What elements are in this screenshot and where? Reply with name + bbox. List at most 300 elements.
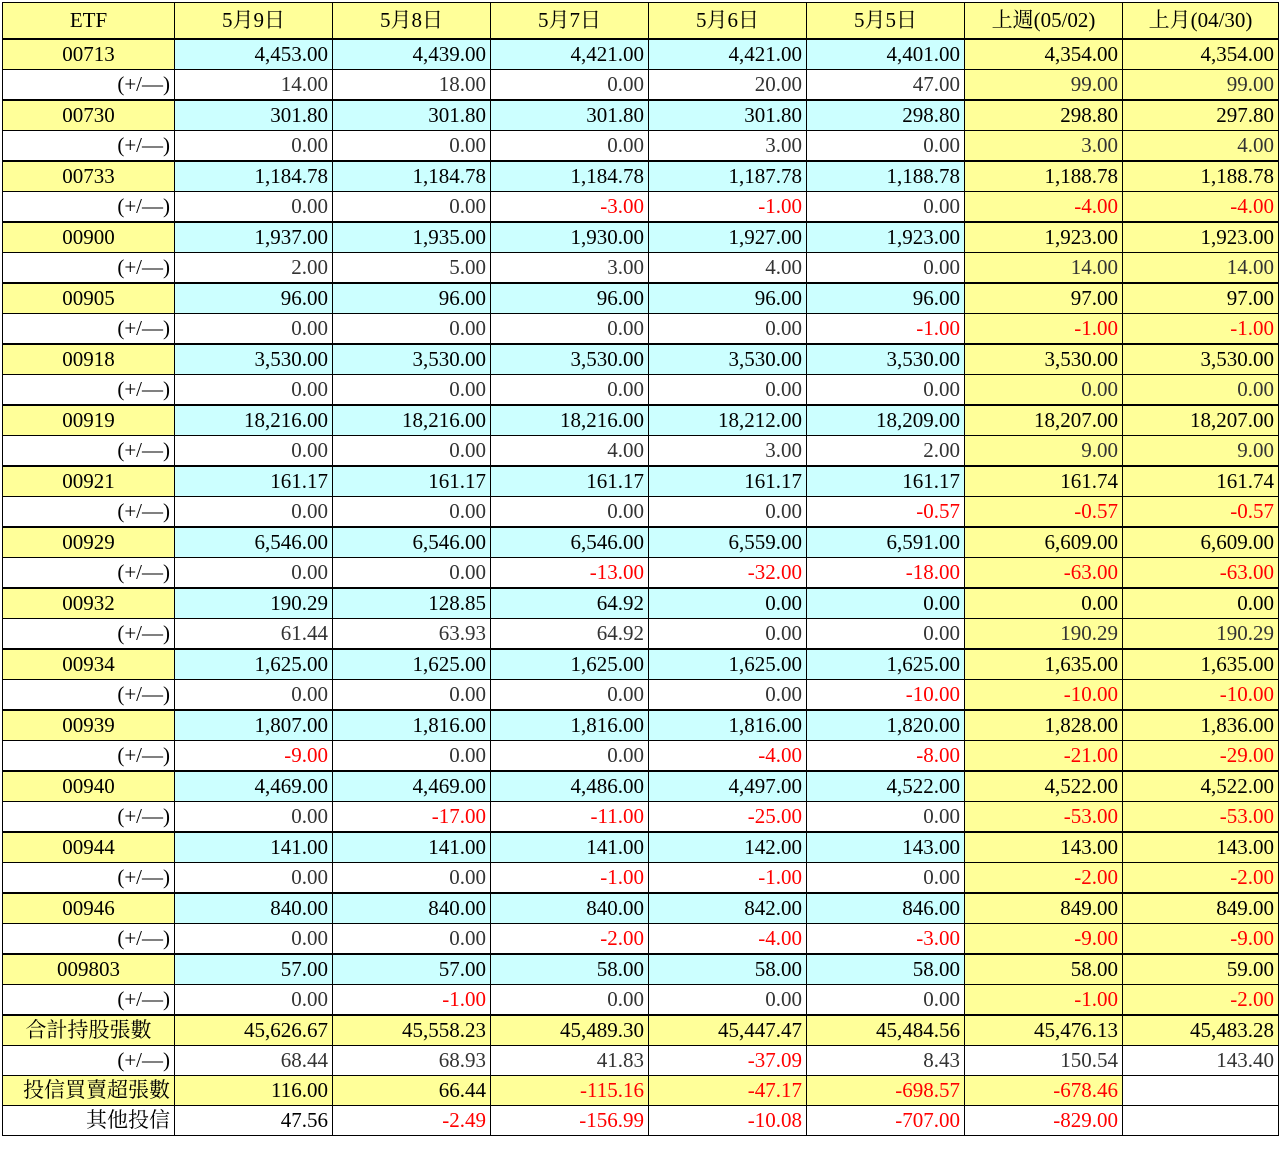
change-cell[interactable]: 0.00 — [649, 497, 807, 528]
value-cell[interactable]: 3,530.00 — [333, 344, 491, 375]
etf-code-cell[interactable]: 00944 — [3, 832, 175, 863]
etf-code-cell[interactable]: 00946 — [3, 893, 175, 924]
etf-code-cell[interactable]: 00921 — [3, 466, 175, 497]
value-cell[interactable]: 141.00 — [175, 832, 333, 863]
total-value-cell[interactable]: 45,489.30 — [491, 1015, 649, 1046]
change-label-cell[interactable]: (+/—) — [3, 253, 175, 284]
value-cell[interactable]: 297.80 — [1123, 100, 1279, 131]
value-cell[interactable]: 1,625.00 — [491, 649, 649, 680]
value-cell[interactable]: 3,530.00 — [807, 344, 965, 375]
value-cell[interactable]: 161.17 — [175, 466, 333, 497]
value-cell[interactable]: 143.00 — [807, 832, 965, 863]
etf-code-cell[interactable]: 00900 — [3, 222, 175, 253]
change-cell[interactable]: -53.00 — [1123, 802, 1279, 833]
change-label-cell[interactable]: (+/—) — [3, 131, 175, 162]
other-value-cell[interactable]: -707.00 — [807, 1106, 965, 1136]
value-cell[interactable]: 96.00 — [175, 283, 333, 314]
trust-value-cell[interactable]: -47.17 — [649, 1076, 807, 1106]
value-cell[interactable]: 3,530.00 — [491, 344, 649, 375]
change-cell[interactable]: 0.00 — [649, 375, 807, 406]
header-cell-last-month[interactable]: 上月(04/30) — [1123, 3, 1279, 40]
header-cell-may7[interactable]: 5月7日 — [491, 3, 649, 40]
header-cell-may5[interactable]: 5月5日 — [807, 3, 965, 40]
value-cell[interactable]: 96.00 — [491, 283, 649, 314]
value-cell[interactable]: 18,207.00 — [965, 405, 1123, 436]
value-cell[interactable]: 0.00 — [807, 588, 965, 619]
value-cell[interactable]: 1,625.00 — [333, 649, 491, 680]
etf-code-cell[interactable]: 00733 — [3, 161, 175, 192]
change-cell[interactable]: -63.00 — [1123, 558, 1279, 589]
change-cell[interactable]: 0.00 — [333, 680, 491, 711]
change-cell[interactable]: 20.00 — [649, 70, 807, 101]
change-cell[interactable]: -10.00 — [807, 680, 965, 711]
value-cell[interactable]: 1,635.00 — [1123, 649, 1279, 680]
value-cell[interactable]: 1,930.00 — [491, 222, 649, 253]
value-cell[interactable]: 96.00 — [807, 283, 965, 314]
change-cell[interactable]: 9.00 — [965, 436, 1123, 467]
change-cell[interactable]: 0.00 — [333, 497, 491, 528]
change-cell[interactable]: 0.00 — [333, 436, 491, 467]
change-cell[interactable]: -1.00 — [807, 314, 965, 345]
change-cell[interactable]: -4.00 — [965, 192, 1123, 223]
change-cell[interactable]: 0.00 — [807, 863, 965, 894]
value-cell[interactable]: 840.00 — [333, 893, 491, 924]
change-cell[interactable]: 0.00 — [649, 314, 807, 345]
value-cell[interactable]: 301.80 — [649, 100, 807, 131]
change-label-cell[interactable]: (+/—) — [3, 680, 175, 711]
etf-code-cell[interactable]: 00905 — [3, 283, 175, 314]
change-cell[interactable]: -1.00 — [491, 863, 649, 894]
value-cell[interactable]: 298.80 — [965, 100, 1123, 131]
value-cell[interactable]: 4,421.00 — [491, 39, 649, 70]
change-cell[interactable]: 14.00 — [965, 253, 1123, 284]
value-cell[interactable]: 58.00 — [965, 954, 1123, 985]
change-cell[interactable]: -0.57 — [807, 497, 965, 528]
change-label-cell[interactable]: (+/—) — [3, 497, 175, 528]
header-cell-may9[interactable]: 5月9日 — [175, 3, 333, 40]
value-cell[interactable]: 301.80 — [333, 100, 491, 131]
change-cell[interactable]: 2.00 — [175, 253, 333, 284]
change-cell[interactable]: -29.00 — [1123, 741, 1279, 772]
change-cell[interactable]: -53.00 — [965, 802, 1123, 833]
value-cell[interactable]: 161.74 — [965, 466, 1123, 497]
value-cell[interactable]: 161.17 — [649, 466, 807, 497]
table-row — [3, 466, 1279, 497]
value-cell[interactable]: 4,421.00 — [649, 39, 807, 70]
value-cell[interactable]: 3,530.00 — [175, 344, 333, 375]
change-label-cell[interactable]: (+/—) — [3, 924, 175, 955]
change-cell[interactable]: 0.00 — [175, 192, 333, 223]
value-cell[interactable]: 1,816.00 — [333, 710, 491, 741]
change-cell[interactable]: 190.29 — [965, 619, 1123, 650]
change-label-cell[interactable]: (+/—) — [3, 314, 175, 345]
change-cell[interactable]: 99.00 — [965, 70, 1123, 101]
change-cell[interactable]: 0.00 — [807, 253, 965, 284]
etf-code-cell[interactable]: 009803 — [3, 954, 175, 985]
value-cell[interactable]: 143.00 — [1123, 832, 1279, 863]
change-cell[interactable]: -21.00 — [965, 741, 1123, 772]
value-cell[interactable]: 6,609.00 — [965, 527, 1123, 558]
change-cell[interactable]: 0.00 — [807, 192, 965, 223]
change-cell[interactable]: 0.00 — [1123, 375, 1279, 406]
change-cell[interactable]: 0.00 — [807, 619, 965, 650]
change-cell[interactable]: 0.00 — [649, 985, 807, 1016]
value-cell[interactable]: 96.00 — [649, 283, 807, 314]
total-change-cell[interactable]: -37.09 — [649, 1046, 807, 1076]
value-cell[interactable]: 1,816.00 — [491, 710, 649, 741]
change-cell[interactable]: -11.00 — [491, 802, 649, 833]
etf-code-cell[interactable]: 00730 — [3, 100, 175, 131]
value-cell[interactable]: 143.00 — [965, 832, 1123, 863]
total-change-cell[interactable]: 8.43 — [807, 1046, 965, 1076]
change-cell[interactable]: 0.00 — [333, 375, 491, 406]
change-cell[interactable]: -1.00 — [333, 985, 491, 1016]
total-value-cell[interactable]: 45,626.67 — [175, 1015, 333, 1046]
value-cell[interactable]: 1,188.78 — [807, 161, 965, 192]
total-change-cell[interactable]: 143.40 — [1123, 1046, 1279, 1076]
change-cell[interactable]: 0.00 — [175, 436, 333, 467]
change-cell[interactable]: 64.92 — [491, 619, 649, 650]
total-value-cell[interactable]: 45,484.56 — [807, 1015, 965, 1046]
change-cell[interactable]: -1.00 — [649, 863, 807, 894]
trust-value-cell[interactable] — [1123, 1076, 1279, 1106]
etf-code-cell[interactable]: 00929 — [3, 527, 175, 558]
value-cell[interactable]: 840.00 — [491, 893, 649, 924]
trust-label-cell[interactable]: 投信買賣超張數 — [3, 1076, 175, 1106]
value-cell[interactable]: 18,216.00 — [333, 405, 491, 436]
value-cell[interactable]: 849.00 — [1123, 893, 1279, 924]
total-value-cell[interactable]: 45,558.23 — [333, 1015, 491, 1046]
change-cell[interactable]: 190.29 — [1123, 619, 1279, 650]
value-cell[interactable]: 1,937.00 — [175, 222, 333, 253]
table-row — [3, 1106, 1279, 1136]
change-cell[interactable]: 0.00 — [175, 924, 333, 955]
change-cell[interactable]: 0.00 — [175, 558, 333, 589]
value-cell[interactable]: 18,212.00 — [649, 405, 807, 436]
header-cell-last-week[interactable]: 上週(05/02) — [965, 3, 1123, 40]
change-cell[interactable]: -4.00 — [649, 924, 807, 955]
change-cell[interactable]: 0.00 — [491, 985, 649, 1016]
change-cell[interactable]: 0.00 — [965, 375, 1123, 406]
value-cell[interactable]: 59.00 — [1123, 954, 1279, 985]
change-cell[interactable]: 9.00 — [1123, 436, 1279, 467]
value-cell[interactable]: 846.00 — [807, 893, 965, 924]
change-cell[interactable]: -9.00 — [175, 741, 333, 772]
change-cell[interactable]: 0.00 — [333, 192, 491, 223]
change-cell[interactable]: -1.00 — [965, 985, 1123, 1016]
change-cell[interactable]: -1.00 — [1123, 314, 1279, 345]
value-cell[interactable]: 4,354.00 — [965, 39, 1123, 70]
value-cell[interactable]: 4,439.00 — [333, 39, 491, 70]
value-cell[interactable]: 1,923.00 — [965, 222, 1123, 253]
change-cell[interactable]: 0.00 — [175, 375, 333, 406]
value-cell[interactable]: 4,522.00 — [965, 771, 1123, 802]
change-cell[interactable]: 0.00 — [333, 741, 491, 772]
value-cell[interactable]: 4,401.00 — [807, 39, 965, 70]
value-cell[interactable]: 1,828.00 — [965, 710, 1123, 741]
value-cell[interactable]: 6,546.00 — [333, 527, 491, 558]
total-value-cell[interactable]: 45,483.28 — [1123, 1015, 1279, 1046]
change-label-cell[interactable]: (+/—) — [3, 619, 175, 650]
etf-code-cell[interactable]: 00939 — [3, 710, 175, 741]
value-cell[interactable]: 4,453.00 — [175, 39, 333, 70]
other-value-cell[interactable] — [1123, 1106, 1279, 1136]
other-value-cell[interactable]: -829.00 — [965, 1106, 1123, 1136]
value-cell[interactable]: 18,209.00 — [807, 405, 965, 436]
change-label-cell[interactable]: (+/—) — [3, 436, 175, 467]
change-cell[interactable]: 0.00 — [649, 619, 807, 650]
value-cell[interactable]: 96.00 — [333, 283, 491, 314]
value-cell[interactable]: 4,486.00 — [491, 771, 649, 802]
value-cell[interactable]: 18,216.00 — [175, 405, 333, 436]
value-cell[interactable]: 1,625.00 — [175, 649, 333, 680]
value-cell[interactable]: 301.80 — [175, 100, 333, 131]
table-row — [3, 436, 1279, 467]
change-cell[interactable]: 0.00 — [175, 314, 333, 345]
value-cell[interactable]: 1,625.00 — [649, 649, 807, 680]
value-cell[interactable]: 161.17 — [491, 466, 649, 497]
value-cell[interactable]: 1,188.78 — [965, 161, 1123, 192]
value-cell[interactable]: 1,816.00 — [649, 710, 807, 741]
change-cell[interactable]: 3.00 — [649, 131, 807, 162]
etf-code-cell[interactable]: 00940 — [3, 771, 175, 802]
value-cell[interactable]: 3,530.00 — [649, 344, 807, 375]
change-cell[interactable]: -0.57 — [965, 497, 1123, 528]
change-label-cell[interactable]: (+/—) — [3, 863, 175, 894]
change-label-cell[interactable]: (+/—) — [3, 985, 175, 1016]
change-cell[interactable]: 0.00 — [333, 131, 491, 162]
change-cell[interactable]: 0.00 — [491, 314, 649, 345]
table-row — [3, 954, 1279, 985]
change-cell[interactable]: 5.00 — [333, 253, 491, 284]
value-cell[interactable]: 161.17 — [333, 466, 491, 497]
value-cell[interactable]: 1,184.78 — [333, 161, 491, 192]
change-cell[interactable]: -13.00 — [491, 558, 649, 589]
change-cell[interactable]: 0.00 — [491, 375, 649, 406]
value-cell[interactable]: 57.00 — [333, 954, 491, 985]
change-cell[interactable]: -0.57 — [1123, 497, 1279, 528]
header-cell-may8[interactable]: 5月8日 — [333, 3, 491, 40]
change-cell[interactable]: 3.00 — [965, 131, 1123, 162]
change-cell[interactable]: -4.00 — [649, 741, 807, 772]
value-cell[interactable]: 4,497.00 — [649, 771, 807, 802]
other-value-cell[interactable]: -10.08 — [649, 1106, 807, 1136]
change-cell[interactable]: -4.00 — [1123, 192, 1279, 223]
value-cell[interactable]: 1,184.78 — [175, 161, 333, 192]
value-cell[interactable]: 141.00 — [333, 832, 491, 863]
value-cell[interactable]: 6,546.00 — [491, 527, 649, 558]
change-cell[interactable]: 18.00 — [333, 70, 491, 101]
value-cell[interactable]: 1,923.00 — [1123, 222, 1279, 253]
value-cell[interactable]: 3,530.00 — [965, 344, 1123, 375]
change-cell[interactable]: -3.00 — [807, 924, 965, 955]
value-cell[interactable]: 1,935.00 — [333, 222, 491, 253]
value-cell[interactable]: 1,836.00 — [1123, 710, 1279, 741]
change-cell[interactable]: -10.00 — [965, 680, 1123, 711]
value-cell[interactable]: 58.00 — [807, 954, 965, 985]
value-cell[interactable]: 4,354.00 — [1123, 39, 1279, 70]
value-cell[interactable]: 142.00 — [649, 832, 807, 863]
value-cell[interactable]: 6,591.00 — [807, 527, 965, 558]
change-label-cell[interactable]: (+/—) — [3, 1046, 175, 1076]
change-cell[interactable]: 0.00 — [807, 375, 965, 406]
change-cell[interactable]: 0.00 — [175, 863, 333, 894]
etf-code-cell[interactable]: 00932 — [3, 588, 175, 619]
total-change-cell[interactable]: 41.83 — [491, 1046, 649, 1076]
value-cell[interactable]: 6,546.00 — [175, 527, 333, 558]
value-cell[interactable]: 18,216.00 — [491, 405, 649, 436]
total-change-cell[interactable]: 150.54 — [965, 1046, 1123, 1076]
etf-code-cell[interactable]: 00713 — [3, 39, 175, 70]
change-cell[interactable]: 0.00 — [333, 924, 491, 955]
change-label-cell[interactable]: (+/—) — [3, 70, 175, 101]
value-cell[interactable]: 141.00 — [491, 832, 649, 863]
change-cell[interactable]: 4.00 — [649, 253, 807, 284]
value-cell[interactable]: 58.00 — [491, 954, 649, 985]
value-cell[interactable]: 128.85 — [333, 588, 491, 619]
total-change-cell[interactable]: 68.93 — [333, 1046, 491, 1076]
change-cell[interactable]: 2.00 — [807, 436, 965, 467]
change-cell[interactable]: 4.00 — [491, 436, 649, 467]
total-value-cell[interactable]: 45,447.47 — [649, 1015, 807, 1046]
change-cell[interactable]: 0.00 — [807, 985, 965, 1016]
value-cell[interactable]: 1,635.00 — [965, 649, 1123, 680]
value-cell[interactable]: 0.00 — [965, 588, 1123, 619]
change-cell[interactable]: 0.00 — [175, 680, 333, 711]
value-cell[interactable]: 1,188.78 — [1123, 161, 1279, 192]
change-cell[interactable]: 0.00 — [807, 131, 965, 162]
change-cell[interactable]: -32.00 — [649, 558, 807, 589]
change-cell[interactable]: 0.00 — [491, 741, 649, 772]
change-cell[interactable]: 0.00 — [333, 558, 491, 589]
value-cell[interactable]: 64.92 — [491, 588, 649, 619]
trust-value-cell[interactable]: 116.00 — [175, 1076, 333, 1106]
value-cell[interactable]: 4,469.00 — [333, 771, 491, 802]
trust-value-cell[interactable]: -115.16 — [491, 1076, 649, 1106]
change-cell[interactable]: 0.00 — [175, 985, 333, 1016]
value-cell[interactable]: 18,207.00 — [1123, 405, 1279, 436]
value-cell[interactable]: 97.00 — [1123, 283, 1279, 314]
value-cell[interactable]: 3,530.00 — [1123, 344, 1279, 375]
etf-code-cell[interactable]: 00919 — [3, 405, 175, 436]
value-cell[interactable]: 4,469.00 — [175, 771, 333, 802]
change-cell[interactable]: 0.00 — [175, 131, 333, 162]
header-cell-may6[interactable]: 5月6日 — [649, 3, 807, 40]
change-cell[interactable]: 3.00 — [649, 436, 807, 467]
change-cell[interactable]: -17.00 — [333, 802, 491, 833]
value-cell[interactable]: 0.00 — [649, 588, 807, 619]
change-cell[interactable]: -10.00 — [1123, 680, 1279, 711]
change-cell[interactable]: -18.00 — [807, 558, 965, 589]
value-cell[interactable]: 1,625.00 — [807, 649, 965, 680]
change-cell[interactable]: 63.93 — [333, 619, 491, 650]
etf-code-cell[interactable]: 00918 — [3, 344, 175, 375]
change-cell[interactable]: -9.00 — [1123, 924, 1279, 955]
value-cell[interactable]: 6,609.00 — [1123, 527, 1279, 558]
change-cell[interactable]: -8.00 — [807, 741, 965, 772]
change-cell[interactable]: 99.00 — [1123, 70, 1279, 101]
value-cell[interactable]: 1,923.00 — [807, 222, 965, 253]
value-cell[interactable]: 4,522.00 — [807, 771, 965, 802]
change-cell[interactable]: -25.00 — [649, 802, 807, 833]
change-cell[interactable]: -2.00 — [1123, 985, 1279, 1016]
value-cell[interactable]: 0.00 — [1123, 588, 1279, 619]
change-cell[interactable]: 0.00 — [175, 497, 333, 528]
change-cell[interactable]: 0.00 — [807, 802, 965, 833]
change-cell[interactable]: -3.00 — [491, 192, 649, 223]
change-cell[interactable]: 0.00 — [491, 497, 649, 528]
trust-value-cell[interactable]: 66.44 — [333, 1076, 491, 1106]
header-cell-etf[interactable]: ETF — [3, 3, 175, 40]
value-cell[interactable]: 1,820.00 — [807, 710, 965, 741]
change-cell[interactable]: -63.00 — [965, 558, 1123, 589]
change-cell[interactable]: -2.00 — [1123, 863, 1279, 894]
value-cell[interactable]: 97.00 — [965, 283, 1123, 314]
trust-value-cell[interactable]: -698.57 — [807, 1076, 965, 1106]
change-cell[interactable]: -2.00 — [965, 863, 1123, 894]
value-cell[interactable]: 190.29 — [175, 588, 333, 619]
change-cell[interactable]: -9.00 — [965, 924, 1123, 955]
change-label-cell[interactable]: (+/—) — [3, 741, 175, 772]
value-cell[interactable]: 6,559.00 — [649, 527, 807, 558]
value-cell[interactable]: 1,184.78 — [491, 161, 649, 192]
change-cell[interactable]: -2.00 — [491, 924, 649, 955]
change-cell[interactable]: 47.00 — [807, 70, 965, 101]
other-value-cell[interactable]: -156.99 — [491, 1106, 649, 1136]
change-cell[interactable]: 61.44 — [175, 619, 333, 650]
etf-code-cell[interactable]: 00934 — [3, 649, 175, 680]
change-cell[interactable]: 0.00 — [649, 680, 807, 711]
change-cell[interactable]: -1.00 — [649, 192, 807, 223]
total-value-cell[interactable]: 45,476.13 — [965, 1015, 1123, 1046]
value-cell[interactable]: 840.00 — [175, 893, 333, 924]
value-cell[interactable]: 849.00 — [965, 893, 1123, 924]
trust-value-cell[interactable]: -678.46 — [965, 1076, 1123, 1106]
other-label-cell[interactable]: 其他投信 — [3, 1106, 175, 1136]
value-cell[interactable]: 161.74 — [1123, 466, 1279, 497]
other-value-cell[interactable]: -2.49 — [333, 1106, 491, 1136]
value-cell[interactable]: 1,807.00 — [175, 710, 333, 741]
value-cell[interactable]: 57.00 — [175, 954, 333, 985]
change-cell[interactable]: 0.00 — [175, 802, 333, 833]
change-cell[interactable]: 3.00 — [491, 253, 649, 284]
total-change-cell[interactable]: 68.44 — [175, 1046, 333, 1076]
value-cell[interactable]: 1,927.00 — [649, 222, 807, 253]
value-cell[interactable]: 298.80 — [807, 100, 965, 131]
change-cell[interactable]: 14.00 — [1123, 253, 1279, 284]
change-cell[interactable]: 0.00 — [333, 863, 491, 894]
change-cell[interactable]: 4.00 — [1123, 131, 1279, 162]
change-cell[interactable]: 14.00 — [175, 70, 333, 101]
value-cell[interactable]: 301.80 — [491, 100, 649, 131]
change-cell[interactable]: 0.00 — [333, 314, 491, 345]
change-cell[interactable]: 0.00 — [491, 131, 649, 162]
change-label-cell[interactable]: (+/—) — [3, 192, 175, 223]
value-cell[interactable]: 4,522.00 — [1123, 771, 1279, 802]
other-value-cell[interactable]: 47.56 — [175, 1106, 333, 1136]
change-cell[interactable]: 0.00 — [491, 70, 649, 101]
change-cell[interactable]: -1.00 — [965, 314, 1123, 345]
value-cell[interactable]: 161.17 — [807, 466, 965, 497]
value-cell[interactable]: 842.00 — [649, 893, 807, 924]
change-label-cell[interactable]: (+/—) — [3, 558, 175, 589]
value-cell[interactable]: 58.00 — [649, 954, 807, 985]
change-cell[interactable]: 0.00 — [491, 680, 649, 711]
change-label-cell[interactable]: (+/—) — [3, 375, 175, 406]
total-label-cell[interactable]: 合計持股張數 — [3, 1015, 175, 1046]
change-label-cell[interactable]: (+/—) — [3, 802, 175, 833]
value-cell[interactable]: 1,187.78 — [649, 161, 807, 192]
